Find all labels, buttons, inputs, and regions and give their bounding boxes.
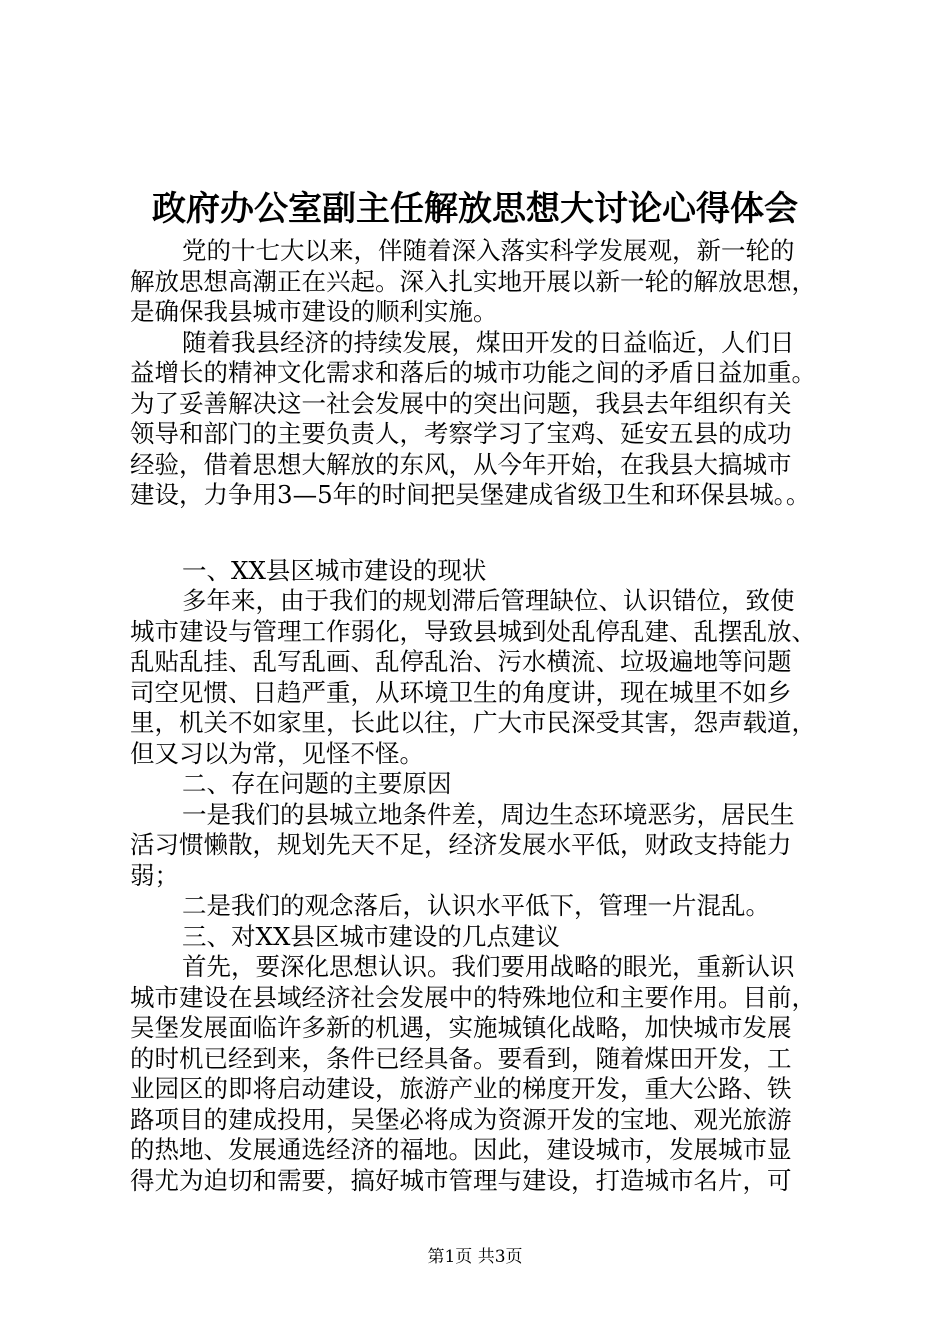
text-line: 二是我们的观念落后，认识水平低下，管理一片混乱。	[182, 891, 770, 920]
text-line: 建设，力争用3—5年的时间把吴堡建成省级卫生和环保县城。。	[130, 480, 811, 509]
text-line: 是确保我县城市建设的顺利实施。	[130, 297, 498, 326]
paragraph	[130, 236, 850, 328]
text-line: 城市建设与管理工作弱化，导致县城到处乱停乱建、乱摆乱放、	[130, 616, 816, 646]
text-line: 司空见惯、日趋严重，从环境卫生的角度讲，现在城里不如乡	[130, 677, 792, 707]
text-line: 解放思想高潮正在兴起。深入扎实地开展以新一轮的解放思想，	[130, 266, 816, 296]
text-line: 活习惯懒散，规划先天不足，经济发展水平低，财政支持能力	[130, 830, 792, 859]
paragraph	[130, 952, 850, 1196]
section-heading-text: 一、XX县区城市建设的现状	[182, 555, 487, 585]
document-body	[130, 236, 850, 1196]
paragraph-spacer	[130, 511, 850, 556]
text-line: 路项目的建成投用，吴堡必将成为资源开发的宝地、观光旅游	[130, 1104, 792, 1134]
text-line: 经验，借着思想大解放的东风，从今年开始，在我县大搞城市	[130, 449, 792, 479]
text-line: 的时机已经到来，条件已经具备。要看到，随着煤田开发，工	[130, 1043, 792, 1073]
paragraph	[130, 328, 850, 511]
section-heading-text: 二、存在问题的主要原因	[182, 769, 452, 798]
paragraph	[130, 586, 850, 769]
text-line: 领导和部门的主要负责人，考察学习了宝鸡、延安五县的成功	[130, 419, 792, 448]
text-line: 里，机关不如家里，长此以往，广大市民深受其害，怨声载道，	[130, 708, 816, 737]
section-heading-text: 三、对XX县区城市建设的几点建议	[182, 921, 560, 951]
section-heading	[130, 922, 850, 953]
page-number: 第1页 共3页	[427, 1247, 523, 1267]
text-line: 弱；	[130, 860, 179, 890]
paragraph	[130, 800, 850, 892]
section-heading	[130, 556, 850, 587]
text-line: 的热地、发展通选经济的福地。因此，建设城市，发展城市显	[130, 1135, 792, 1164]
text-line: 但又习以为常，见怪不怪。	[130, 738, 424, 768]
text-line: 一是我们的县城立地条件差，周边生态环境恶劣，居民生	[182, 799, 795, 829]
text-line: 益增长的精神文化需求和落后的城市功能之间的矛盾日益加重。	[130, 358, 816, 387]
paragraph	[130, 891, 850, 922]
text-line: 为了妥善解决这一社会发展中的突出问题，我县去年组织有关	[130, 388, 792, 418]
text-line: 得尤为迫切和需要，搞好城市管理与建设，打造城市名片，可	[130, 1165, 792, 1195]
text-line: 首先，要深化思想认识。我们要用战略的眼光，重新认识	[182, 952, 795, 981]
text-line: 党的十七大以来，伴随着深入落实科学发展观，新一轮的	[182, 236, 795, 265]
text-line: 随着我县经济的持续发展，煤田开发的日益临近，人们日	[182, 327, 795, 357]
text-line: 吴堡发展面临许多新的机遇，实施城镇化战略，加快城市发展	[130, 1013, 792, 1042]
document-title: 政府办公室副主任解放思想大讨论心得体会	[152, 189, 798, 229]
text-line: 乱贴乱挂、乱写乱画、乱停乱治、污水横流、垃圾遍地等问题	[130, 647, 792, 676]
text-line: 多年来，由于我们的规划滞后管理缺位、认识错位，致使	[182, 586, 795, 615]
text-line: 城市建设在县域经济社会发展中的特殊地位和主要作用。目前，	[130, 982, 816, 1012]
section-heading	[130, 769, 850, 800]
text-line: 业园区的即将启动建设，旅游产业的梯度开发，重大公路、铁	[130, 1074, 792, 1103]
